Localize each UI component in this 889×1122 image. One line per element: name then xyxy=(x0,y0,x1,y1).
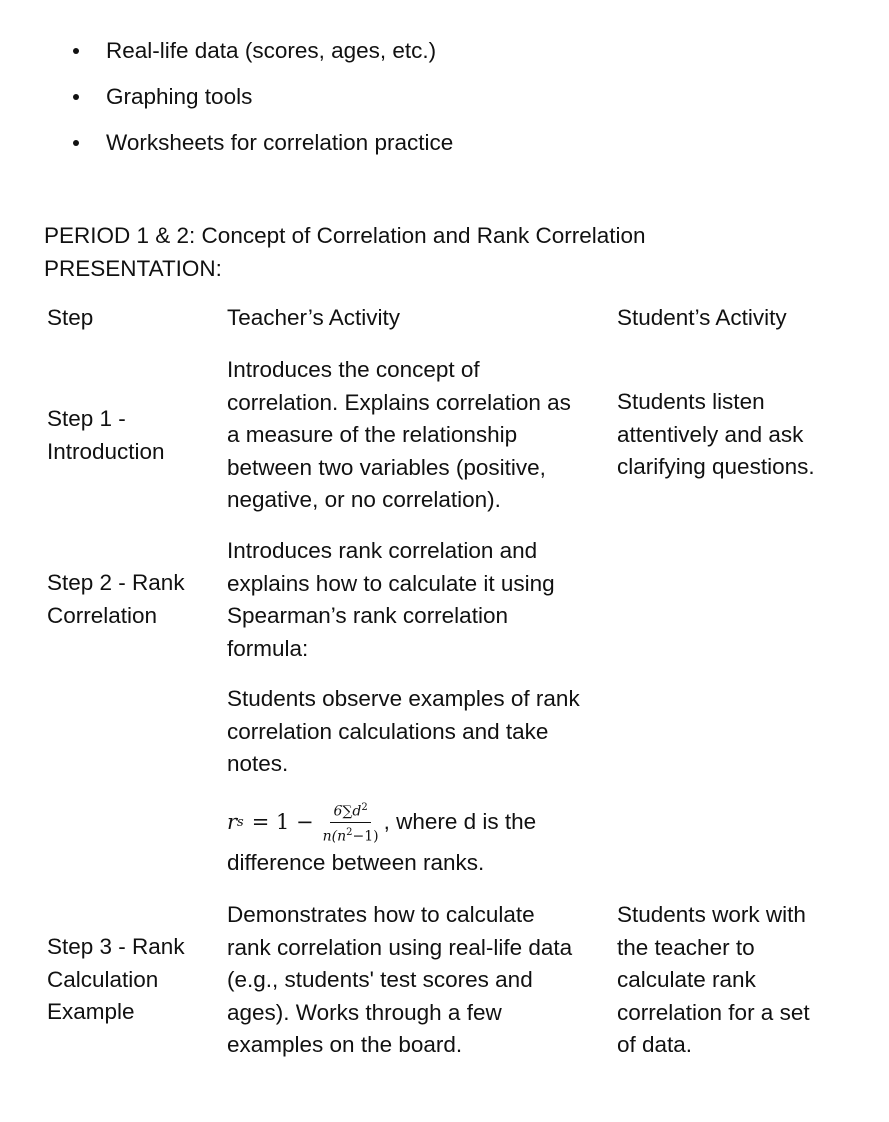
step-2-observation-text: Students observe examples of rank correlation calculations and take notes. xyxy=(227,686,580,776)
step-1-label: Step 1 - Introduction xyxy=(47,406,165,464)
period-heading xyxy=(44,219,646,285)
step-1-teacher-activity: Introduces the concept of correlation. Explains correlation as a measure of the relationship between two variables (positive, negative, or no correlation). xyxy=(227,357,571,512)
formula-math: r s = 1 − $\frac{6\sum d^2}{n(n^2-1)}$ xyxy=(227,799,384,845)
list-item: Real-life data (scores, ages, etc.) xyxy=(0,28,453,74)
header-student-activity: Student’s Activity xyxy=(617,305,787,330)
formula-fraction: $\frac{6\sum d^2}{n(n^2-1)}$ xyxy=(320,799,382,845)
list-item: Worksheets for correlation practice xyxy=(0,120,453,166)
presentation-label: PRESENTATION: xyxy=(44,256,222,281)
step-2-teacher-activity: Introduces rank correlation and explains how to calculate it using Spearman’s rank correlation formula: xyxy=(227,538,555,661)
list-item: Graphing tools xyxy=(0,74,453,120)
step-3-teacher-activity: Demonstrates how to calculate rank correlation using real-life data (e.g., students' test scores and ages). Works through a few examples on the board. xyxy=(227,902,573,1057)
materials-list xyxy=(0,28,453,166)
bullet-icon xyxy=(73,94,79,100)
step-3-label: Step 3 - Rank Calculation Example xyxy=(47,934,185,1024)
bullet-icon xyxy=(73,48,79,54)
header-teacher-activity: Teacher’s Activity xyxy=(227,305,400,330)
step-2-label: Step 2 - Rank Correlation xyxy=(47,570,185,628)
bullet-icon xyxy=(73,140,79,146)
spearman-formula: r s = 1 − $\frac{6\sum d^2}{n(n^2-1)}$ , where d is the xyxy=(227,796,536,848)
step-3-student-activity: Students work with the teacher to calculate rank correlation for a set of data. xyxy=(617,902,810,1057)
step-1-student-activity: Students listen attentively and ask clarifying questions. xyxy=(617,389,815,479)
formula-continuation: difference between ranks. xyxy=(227,850,485,875)
header-step: Step xyxy=(47,305,94,330)
period-title: PERIOD 1 & 2: Concept of Correlation and Rank Correlation xyxy=(44,223,646,248)
